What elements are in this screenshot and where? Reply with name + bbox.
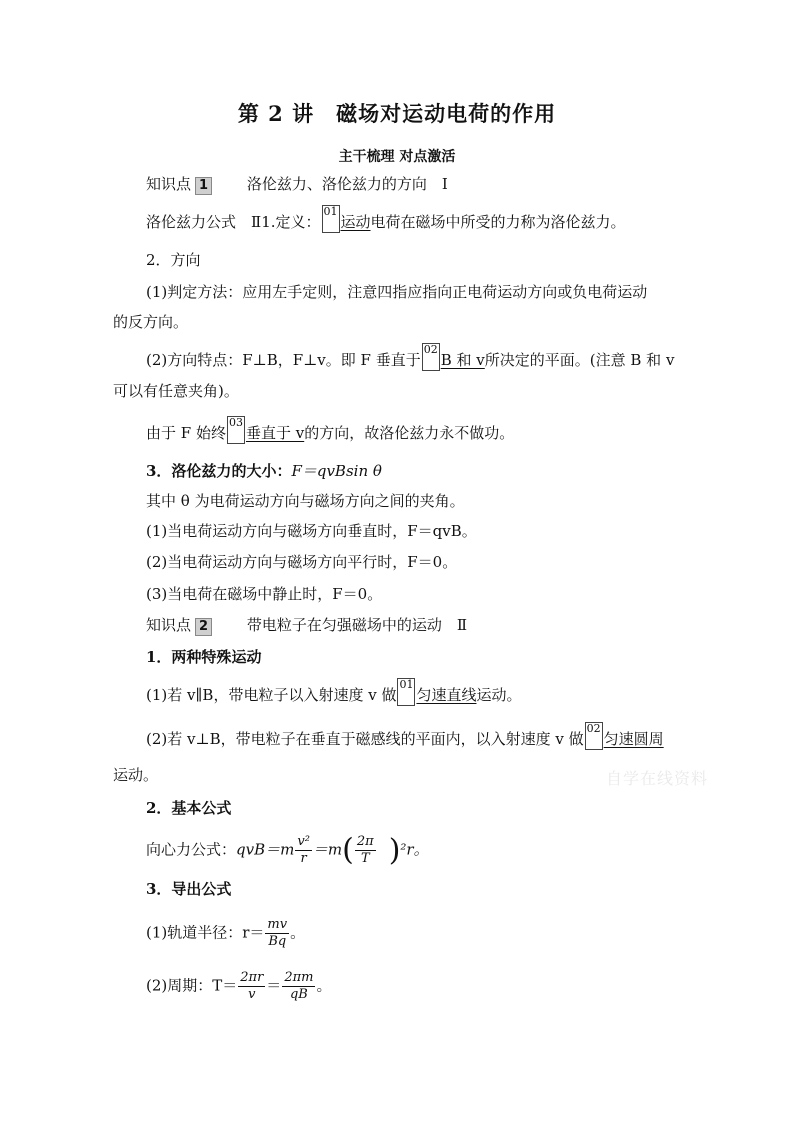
magnitude-case-3: (3)当电荷在磁场中静止时，F＝0。 — [146, 585, 383, 603]
numerator: v² — [297, 834, 310, 849]
blank-marker: 01 — [397, 678, 415, 706]
answer-text: 匀速直线 — [416, 686, 477, 704]
left-paren: ( — [342, 832, 354, 868]
fraction — [265, 917, 289, 950]
fraction — [355, 834, 376, 867]
answer-text: 垂直于 v — [245, 424, 305, 442]
direction-note — [146, 416, 515, 450]
text: 。 — [316, 976, 332, 995]
section-subtitle: 主干梳理 对点激活 — [338, 149, 456, 165]
direction-item-2 — [146, 343, 675, 377]
text: (2)若 v⊥B，带电粒子在垂直于磁感线的平面内，以入射速度 v 做 — [146, 730, 584, 748]
text: 运动。 — [476, 686, 522, 704]
answer-text: 匀速圆周 — [603, 730, 664, 748]
direction-heading: 2．方向 — [146, 251, 201, 269]
direction-item-2-cont: 可以有任意夹角)。 — [113, 382, 239, 400]
blank-marker: 02 — [585, 722, 603, 750]
kp1-number-badge: 1 — [195, 177, 212, 195]
radius-formula — [146, 917, 305, 950]
formula-text: qvB＝m — [236, 840, 295, 859]
direction-item-1-cont: 的反方向。 — [113, 313, 189, 331]
blank-marker: 03 — [227, 416, 245, 444]
kp1-heading: 洛伦兹力、洛伦兹力的方向 Ⅰ — [246, 175, 448, 193]
magnitude-explain: 其中 θ 为电荷运动方向与磁场方向之间的夹角。 — [146, 492, 465, 510]
lorentz-formula: F＝qvBsin θ — [291, 462, 382, 480]
period-formula — [146, 970, 331, 1003]
denominator: Bq — [268, 934, 287, 949]
text: 所决定的平面。(注意 B 和 v — [484, 351, 675, 369]
text: (2)周期：T＝ — [146, 976, 238, 995]
derived-formula-heading: 3．导出公式 — [146, 880, 232, 898]
answer-text: B 和 v — [440, 351, 485, 369]
kp2-label: 知识点 — [146, 616, 192, 634]
text: 。 — [290, 923, 306, 942]
watermark: 自学在线资料 — [606, 769, 709, 788]
page-title: 第 2 讲 磁场对运动电荷的作用 — [237, 101, 557, 126]
text: 3．洛伦兹力的大小： — [146, 462, 292, 480]
text: ＝ — [266, 976, 282, 995]
magnitude-case-1: (1)当电荷运动方向与磁场方向垂直时，F＝qvB。 — [146, 522, 477, 540]
magnitude-case-2: (2)当电荷运动方向与磁场方向平行时，F＝0。 — [146, 553, 458, 571]
basic-formula-heading: 2．基本公式 — [146, 799, 232, 817]
denominator: qB — [289, 987, 308, 1002]
answer-text: 运动 — [340, 213, 371, 231]
blank-marker: 02 — [422, 343, 440, 371]
text: 电荷在磁场中所受的力称为洛伦兹力。 — [370, 213, 626, 231]
lorentz-definition-line — [146, 205, 626, 239]
special-motion-2-cont: 运动。 — [113, 766, 159, 784]
special-motion-heading: 1．两种特殊运动 — [146, 648, 262, 666]
numerator: 2π — [356, 834, 374, 849]
numerator: 2πr — [240, 970, 264, 985]
centripetal-formula — [146, 834, 429, 867]
formula-text: ²r。 — [400, 840, 429, 859]
magnitude-heading — [146, 460, 382, 482]
text: 的方向，故洛伦兹力永不做功。 — [304, 424, 515, 442]
fraction — [282, 970, 315, 1003]
direction-item-1: (1)判定方法：应用左手定则，注意四指应指向正电荷运动方向或负电荷运动 — [146, 283, 648, 301]
knowledge-point-1 — [146, 173, 448, 195]
right-paren: ) — [388, 832, 401, 868]
numerator: mv — [267, 917, 288, 932]
denominator: v — [248, 987, 256, 1002]
kp1-label: 知识点 — [146, 175, 192, 193]
text: (1)轨道半径：r＝ — [146, 923, 265, 942]
blank-marker: 01 — [322, 205, 340, 233]
fraction — [295, 834, 312, 867]
denominator: T — [360, 851, 370, 866]
text: (1)若 v∥B，带电粒子以入射速度 v 做 — [146, 686, 397, 704]
special-motion-2 — [146, 722, 664, 756]
numerator: 2πm — [284, 970, 314, 985]
text: (2)方向特点：F⊥B，F⊥v。即 F 垂直于 — [146, 351, 421, 369]
kp2-heading: 带电粒子在匀强磁场中的运动 Ⅱ — [246, 616, 468, 634]
text: 洛伦兹力公式 Ⅱ1.定义： — [146, 213, 321, 231]
special-motion-1 — [146, 678, 522, 712]
formula-text: ＝m — [312, 840, 343, 859]
kp2-number-badge: 2 — [195, 618, 212, 636]
fraction — [238, 970, 265, 1003]
text: 由于 F 始终 — [146, 424, 226, 442]
knowledge-point-2 — [146, 614, 467, 636]
text: 向心力公式： — [146, 840, 237, 859]
denominator: r — [300, 851, 307, 866]
